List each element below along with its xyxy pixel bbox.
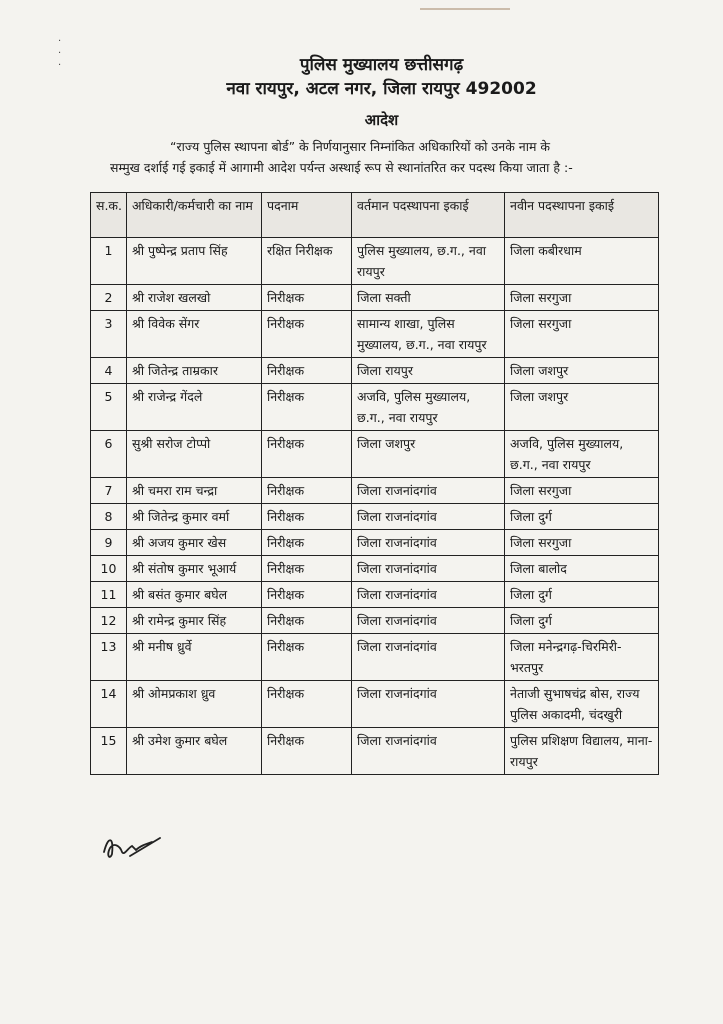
signature (100, 826, 170, 866)
cell-new-posting: जिला दुर्ग (505, 504, 659, 530)
cell-name: श्री अजय कुमार खेस (127, 530, 262, 556)
cell-designation: निरीक्षक (262, 358, 352, 384)
cell-name: सुश्री सरोज टोप्पो (127, 431, 262, 478)
cell-designation: निरीक्षक (262, 608, 352, 634)
cell-name: श्री पुष्पेन्द्र प्रताप सिंह (127, 238, 262, 285)
cell-new-posting: अजवि, पुलिस मुख्यालय, छ.ग., नवा रायपुर (505, 431, 659, 478)
cell-new-posting: जिला बालोद (505, 556, 659, 582)
cell-new-posting: जिला दुर्ग (505, 608, 659, 634)
cell-name: श्री संतोष कुमार भूआर्य (127, 556, 262, 582)
cell-sn: 7 (91, 478, 127, 504)
cell-name: श्री राजेश खलखो (127, 285, 262, 311)
cell-current-posting: जिला राजनांदगांव (352, 728, 505, 775)
cell-name: श्री ओमप्रकाश ध्रुव (127, 681, 262, 728)
cell-name: श्री जितेन्द्र ताम्रकार (127, 358, 262, 384)
cell-designation: निरीक्षक (262, 582, 352, 608)
cell-current-posting: जिला राजनांदगांव (352, 504, 505, 530)
table-row (91, 608, 659, 634)
cell-sn: 15 (91, 728, 127, 775)
table-row (91, 582, 659, 608)
column-header-new-posting: नवीन पदस्थापना इकाई (505, 193, 659, 238)
table-body (91, 238, 659, 775)
cell-name: श्री रामेन्द्र कुमार सिंह (127, 608, 262, 634)
cell-sn: 6 (91, 431, 127, 478)
cell-sn: 3 (91, 311, 127, 358)
intro-line-2: सम्मुख दर्शाई गई इकाई में आगामी आदेश पर्यन्त अस्थाई रूप से स्थानांतरित कर पदस्थ किया जाता है :- (110, 160, 573, 175)
cell-sn: 13 (91, 634, 127, 681)
cell-name: श्री राजेन्द्र गेंदले (127, 384, 262, 431)
cell-sn: 14 (91, 681, 127, 728)
cell-designation: निरीक्षक (262, 285, 352, 311)
intro-paragraph (110, 136, 645, 178)
table-row (91, 285, 659, 311)
cell-new-posting: जिला जशपुर (505, 384, 659, 431)
cell-new-posting: नेताजी सुभाषचंद्र बोस, राज्य पुलिस अकादमी, चंदखुरी (505, 681, 659, 728)
cell-new-posting: जिला सरगुजा (505, 285, 659, 311)
cell-sn: 1 (91, 238, 127, 285)
table-row (91, 311, 659, 358)
cell-name: श्री उमेश कुमार बघेल (127, 728, 262, 775)
table-row (91, 728, 659, 775)
column-header-designation: पदनाम (262, 193, 352, 238)
table-row (91, 634, 659, 681)
cell-current-posting: जिला राजनांदगांव (352, 530, 505, 556)
intro-line-1: “राज्य पुलिस स्थापना बोर्ड” के निर्णयानुसार निम्नांकित अधिकारियों को उनके नाम के (170, 139, 551, 154)
cell-new-posting: जिला सरगुजा (505, 311, 659, 358)
cell-new-posting: जिला सरगुजा (505, 478, 659, 504)
cell-designation: निरीक्षक (262, 384, 352, 431)
cell-current-posting: जिला जशपुर (352, 431, 505, 478)
cell-designation: निरीक्षक (262, 728, 352, 775)
cell-designation: निरीक्षक (262, 681, 352, 728)
header-organization: पुलिस मुख्यालय छत्तीसगढ़ (299, 55, 464, 75)
table-header-row (91, 193, 659, 238)
table-row (91, 431, 659, 478)
transfer-table (90, 192, 659, 775)
column-header-sn: स.क. (91, 193, 127, 238)
table-row (91, 504, 659, 530)
cell-sn: 11 (91, 582, 127, 608)
cell-sn: 10 (91, 556, 127, 582)
table-row (91, 556, 659, 582)
cell-name: श्री जितेन्द्र कुमार वर्मा (127, 504, 262, 530)
cell-new-posting: जिला कबीरधाम (505, 238, 659, 285)
cell-sn: 12 (91, 608, 127, 634)
cell-sn: 4 (91, 358, 127, 384)
table-row (91, 681, 659, 728)
scan-mark (420, 8, 510, 10)
cell-designation: रक्षित निरीक्षक (262, 238, 352, 285)
cell-current-posting: पुलिस मुख्यालय, छ.ग., नवा रायपुर (352, 238, 505, 285)
cell-current-posting: अजवि, पुलिस मुख्यालय, छ.ग., नवा रायपुर (352, 384, 505, 431)
cell-name: श्री चमरा राम चन्द्रा (127, 478, 262, 504)
cell-designation: निरीक्षक (262, 530, 352, 556)
cell-current-posting: जिला राजनांदगांव (352, 556, 505, 582)
cell-designation: निरीक्षक (262, 556, 352, 582)
cell-current-posting: जिला राजनांदगांव (352, 582, 505, 608)
cell-sn: 9 (91, 530, 127, 556)
column-header-name: अधिकारी/कर्मचारी का नाम (127, 193, 262, 238)
cell-current-posting: जिला राजनांदगांव (352, 634, 505, 681)
cell-designation: निरीक्षक (262, 504, 352, 530)
cell-designation: निरीक्षक (262, 478, 352, 504)
cell-name: श्री मनीष ध्रुर्वे (127, 634, 262, 681)
cell-name: श्री विवेक सेंगर (127, 311, 262, 358)
cell-current-posting: जिला राजनांदगांव (352, 478, 505, 504)
table-row (91, 238, 659, 285)
cell-designation: निरीक्षक (262, 311, 352, 358)
order-title: आदेश (364, 111, 399, 129)
cell-current-posting: जिला सक्ती (352, 285, 505, 311)
cell-sn: 8 (91, 504, 127, 530)
cell-current-posting: जिला राजनांदगांव (352, 681, 505, 728)
table-row (91, 358, 659, 384)
cell-name: श्री बसंत कुमार बघेल (127, 582, 262, 608)
cell-sn: 5 (91, 384, 127, 431)
table-row (91, 478, 659, 504)
cell-designation: निरीक्षक (262, 431, 352, 478)
cell-new-posting: जिला मनेन्द्रगढ़-चिरमिरी-भरतपुर (505, 634, 659, 681)
table-row (91, 530, 659, 556)
cell-new-posting: जिला जशपुर (505, 358, 659, 384)
cell-current-posting: सामान्य शाखा, पुलिस मुख्यालय, छ.ग., नवा रायपुर (352, 311, 505, 358)
cell-current-posting: जिला राजनांदगांव (352, 608, 505, 634)
cell-sn: 2 (91, 285, 127, 311)
cell-new-posting: पुलिस प्रशिक्षण विद्यालय, माना-रायपुर (505, 728, 659, 775)
table-row (91, 384, 659, 431)
cell-designation: निरीक्षक (262, 634, 352, 681)
cell-current-posting: जिला रायपुर (352, 358, 505, 384)
cell-new-posting: जिला दुर्ग (505, 582, 659, 608)
margin-dots: · · · (58, 36, 62, 71)
cell-new-posting: जिला सरगुजा (505, 530, 659, 556)
column-header-current-posting: वर्तमान पदस्थापना इकाई (352, 193, 505, 238)
header-address: नवा रायपुर, अटल नगर, जिला रायपुर 492002 (226, 79, 537, 99)
